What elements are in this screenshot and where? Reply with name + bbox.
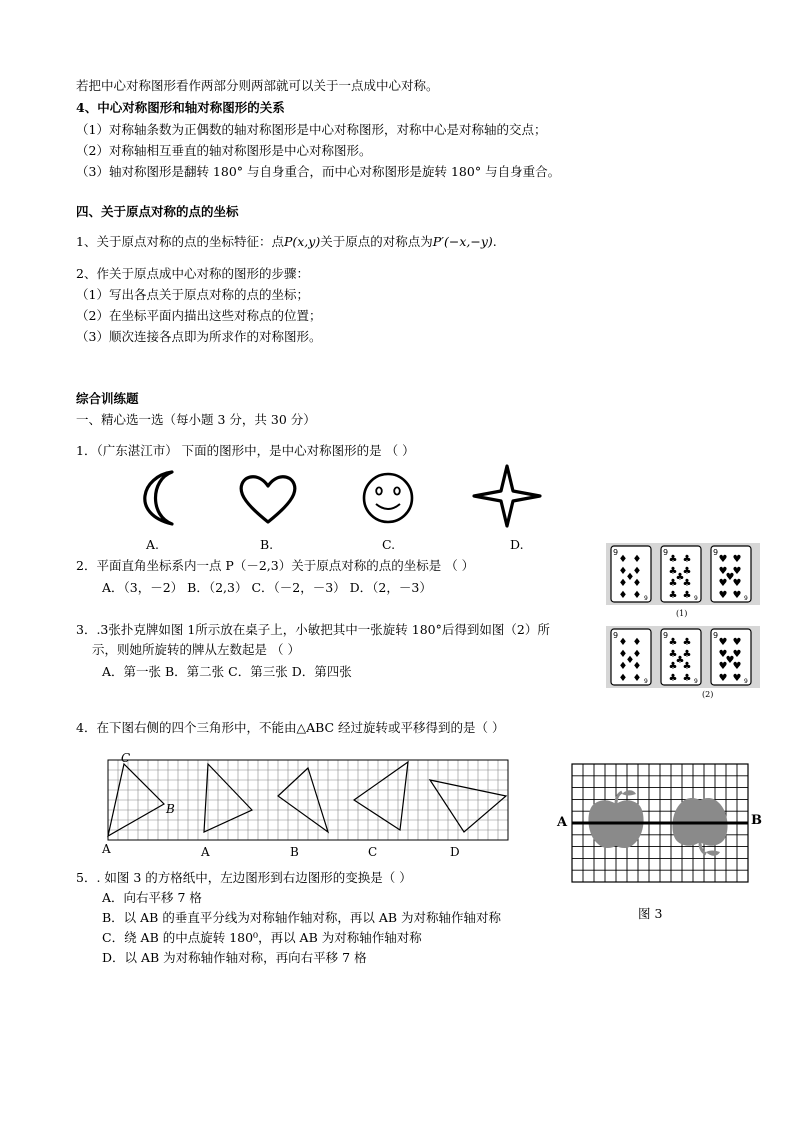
card-pip: ♣: [675, 572, 685, 583]
card-pip: ♥: [718, 649, 728, 660]
card-pip: ♣: [668, 554, 678, 565]
apple-right-icon: [672, 798, 727, 856]
p1-end: .: [492, 234, 497, 249]
card-pip: ♣: [668, 566, 678, 577]
p1-mid: 关于原点的对称点为: [320, 234, 433, 249]
q5-option-a: A．向右平移 7 格: [102, 890, 202, 905]
apple-left-icon: [588, 790, 643, 848]
card-rank-bottom: 9: [694, 595, 698, 602]
card-pip: ♦: [625, 572, 635, 583]
training-title: 综合训练题: [76, 391, 139, 406]
q1-label-a: A.: [146, 537, 160, 552]
card-rank-bottom: 9: [744, 595, 748, 602]
section-iv-p1: [76, 234, 497, 250]
card-pip: ♦: [618, 554, 628, 565]
card-pip: ♣: [682, 673, 692, 684]
card-pip: ♥: [718, 578, 728, 589]
q1-figures: [120, 466, 560, 530]
card-pip: ♥: [718, 673, 728, 684]
card-pip: ♦: [632, 673, 642, 684]
q5-option-c: C．绕 AB 的中点旋转 180⁰，再以 AB 为对称轴作轴对称: [102, 930, 422, 945]
card-pip: ♥: [732, 649, 742, 660]
crescent-moon-icon: [145, 472, 172, 524]
card-pip: ♣: [682, 554, 692, 565]
card-pip: ♥: [732, 566, 742, 577]
four-point-star-icon: [474, 466, 540, 526]
card-rank: 9: [663, 548, 669, 557]
card-rank: 9: [713, 631, 719, 640]
p1-point-p-prime: P′(−x,−y): [432, 234, 493, 249]
triangle-vertex-a: A: [102, 842, 111, 856]
triangle-vertex-c: C: [121, 751, 131, 765]
card-pip: ♥: [732, 590, 742, 601]
q4-triangle-grid: [108, 760, 508, 840]
playing-card: [711, 629, 751, 685]
card-pip: ♥: [718, 590, 728, 601]
card-pip: ♥: [725, 655, 735, 666]
card-pip: ♥: [718, 566, 728, 577]
q4-label-c: C: [368, 845, 378, 859]
card-pip: ♣: [682, 578, 692, 589]
q4-label-b: B: [290, 845, 299, 859]
cards-figure-1-label: (1): [676, 609, 688, 618]
q2-stem: 2．平面直角坐标系内一点 P（－2,3）关于原点对称的点的坐标是 （ ）: [76, 558, 475, 573]
q1-label-d: D.: [510, 537, 524, 552]
q3-line-1: 3．.3张扑克牌如图 1所示放在桌子上，小敏把其中一张旋转 180°后得到如图（2）所: [76, 622, 550, 637]
playing-card: [611, 546, 651, 602]
q5-stem: 5．. 如图 3 的方格纸中，左边图形到右边图形的变换是（ ）: [76, 870, 412, 885]
smiley-face-icon: [364, 474, 412, 522]
card-pip: ♥: [718, 637, 728, 648]
card-pip: ♣: [668, 673, 678, 684]
playing-card: [661, 546, 701, 602]
card-pip: ♣: [682, 661, 692, 672]
section-4-item-1: （1）对称轴条数为正偶数的轴对称图形是中心对称图形，对称中心是对称轴的交点；: [76, 122, 547, 137]
card-pip: ♦: [618, 661, 628, 672]
cards-figure-2: [606, 626, 760, 688]
card-pip: ♥: [732, 661, 742, 672]
card-rank-bottom: 9: [644, 595, 648, 602]
q1-stem: 1．（广东湛江市） 下面的图形中，是中心对称图形的是 （ ）: [76, 443, 415, 458]
cards-figure-1: [606, 543, 760, 605]
q3-options: A．第一张 B．第二张 C．第三张 D．第四张: [102, 664, 352, 679]
q1-label-b: B.: [260, 537, 274, 552]
card-rank: 9: [613, 631, 619, 640]
q2-options: A．（3，－2） B．（2,3） C．（－2，－3） D．（2，－3）: [102, 580, 432, 595]
card-pip: ♦: [632, 578, 642, 589]
q5-option-d: D．以 AB 为对称轴作轴对称，再向右平移 7 格: [102, 950, 367, 965]
training-part-title: 一、精心选一选（每小题 3 分，共 30 分）: [76, 412, 316, 427]
playing-cards: [609, 545, 759, 603]
card-pip: ♦: [632, 661, 642, 672]
card-pip: ♦: [625, 655, 635, 666]
q4-stem: 4．在下图右侧的四个三角形中，不能由△ABC 经过旋转或平移得到的是（ ）: [76, 720, 505, 735]
card-pip: ♦: [632, 637, 642, 648]
cards-figure-2-label: (2): [702, 690, 714, 699]
intro-line: 若把中心对称图形看作两部分则两部就可以关于一点成中心对称。: [76, 78, 439, 93]
card-rank-bottom: 9: [694, 678, 698, 685]
section-iv-title: 四、关于原点对称的点的坐标: [76, 204, 239, 219]
card-pip: ♥: [725, 572, 735, 583]
card-pip: ♣: [668, 578, 678, 589]
card-pip: ♦: [618, 590, 628, 601]
q1-label-c: C.: [382, 537, 396, 552]
triangle-vertex-b: B: [166, 802, 175, 816]
card-pip: ♦: [632, 554, 642, 565]
card-pip: ♦: [618, 566, 628, 577]
card-rank-bottom: 9: [644, 678, 648, 685]
p1-prefix: 1、关于原点对称的点的坐标特征：点: [76, 234, 284, 249]
figure-3-point-b: B: [751, 813, 762, 828]
section-iv-step-1: （1）写出各点关于原点对称的点的坐标；: [76, 287, 309, 302]
q5-option-b: B．以 AB 的垂直平分线为对称轴作轴对称，再以 AB 为对称轴作轴对称: [102, 910, 502, 925]
card-pip: ♣: [668, 661, 678, 672]
card-pip: ♦: [632, 590, 642, 601]
playing-card: [711, 546, 751, 602]
p1-point-p: P(x,y): [283, 234, 321, 249]
playing-cards: [609, 628, 759, 686]
section-iv-p2: 2、作关于原点成中心对称的图形的步骤：: [76, 266, 309, 281]
card-pip: ♣: [668, 590, 678, 601]
card-rank: 9: [663, 631, 669, 640]
card-pip: ♦: [618, 637, 628, 648]
card-pip: ♦: [632, 649, 642, 660]
figure-3-point-a: A: [557, 815, 568, 830]
card-rank-bottom: 9: [744, 678, 748, 685]
card-pip: ♣: [675, 655, 685, 666]
figure-3-grid: [572, 764, 748, 882]
card-pip: ♦: [618, 673, 628, 684]
card-rank: 9: [713, 548, 719, 557]
figure-3-caption: 图 3: [638, 906, 663, 921]
section-4-item-3: （3）轴对称图形是翻转 180° 与自身重合，而中心对称图形是旋转 180° 与自身重合。: [76, 164, 561, 179]
card-pip: ♦: [632, 566, 642, 577]
card-pip: ♣: [682, 637, 692, 648]
q3-line-2: 示，则她所旋转的牌从左数起是 （ ）: [92, 642, 300, 657]
card-pip: ♥: [732, 578, 742, 589]
card-pip: ♥: [718, 661, 728, 672]
q4-label-d: D: [450, 845, 460, 859]
section-iv-step-2: （2）在坐标平面内描出这些对称点的位置；: [76, 308, 322, 323]
card-pip: ♥: [732, 554, 742, 565]
q4-label-a: A: [201, 845, 210, 859]
card-rank: 9: [613, 548, 619, 557]
card-pip: ♣: [668, 649, 678, 660]
card-pip: ♥: [732, 673, 742, 684]
card-pip: ♥: [732, 637, 742, 648]
card-pip: ♦: [618, 649, 628, 660]
playing-card: [661, 629, 701, 685]
card-pip: ♦: [618, 578, 628, 589]
section-4-item-2: （2）对称轴相互垂直的轴对称图形是中心对称图形。: [76, 143, 372, 158]
card-pip: ♣: [682, 566, 692, 577]
card-pip: ♣: [682, 590, 692, 601]
section-iv-step-3: （3）顺次连接各点即为所求作的对称图形。: [76, 329, 322, 344]
card-pip: ♥: [718, 554, 728, 565]
section-4-title: 4、中心对称图形和轴对称图形的关系: [76, 100, 285, 115]
playing-card: [611, 629, 651, 685]
card-pip: ♣: [668, 637, 678, 648]
card-pip: ♣: [682, 649, 692, 660]
heart-icon: [241, 477, 295, 522]
